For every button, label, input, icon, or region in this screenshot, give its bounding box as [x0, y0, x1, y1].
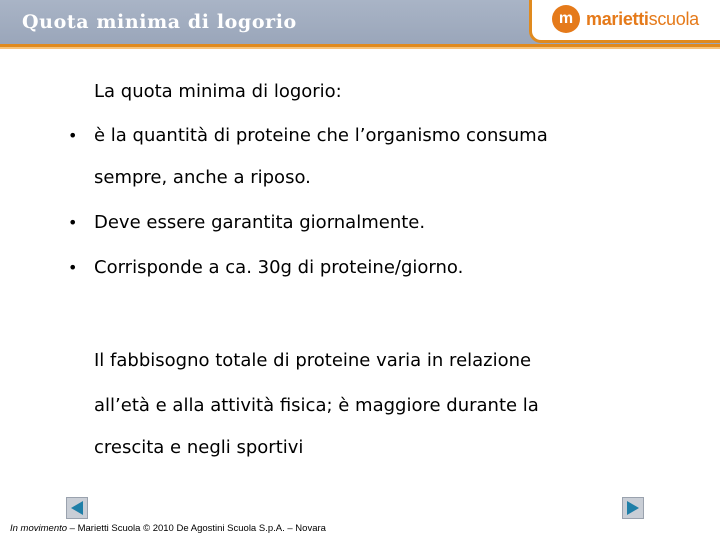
- publisher-name: [586, 9, 699, 30]
- next-slide-button[interactable]: [622, 497, 644, 519]
- footer-credits: [10, 523, 326, 534]
- bullet-3-line-1: Corrisponde a ca. 30g di proteine/giorno.: [94, 257, 464, 278]
- bullet-marker: •: [68, 258, 78, 277]
- triangle-left-icon: [69, 500, 85, 516]
- footer-copyright: – Marietti Scuola © 2010 De Agostini Scuola S.p.A. – Novara: [67, 523, 326, 534]
- bullet-1-line-1: è la quantità di proteine che l’organismo consuma: [94, 125, 548, 146]
- paragraph-line-1: Il fabbisogno totale di proteine varia in relazione: [94, 350, 532, 371]
- publisher-logo: [529, 0, 720, 43]
- marietti-logo-icon: m: [552, 5, 580, 33]
- bullet-marker: •: [68, 126, 78, 145]
- triangle-right-icon: [625, 500, 641, 516]
- bullet-marker: •: [68, 213, 78, 232]
- bullet-1-line-2: sempre, anche a riposo.: [94, 167, 311, 188]
- paragraph-line-3: crescita e negli sportivi: [94, 437, 304, 458]
- previous-slide-button[interactable]: [66, 497, 88, 519]
- bullet-2-line-1: Deve essere garantita giornalmente.: [94, 212, 426, 233]
- paragraph-line-2: all’età e alla attività fisica; è maggiore durante la: [94, 395, 539, 416]
- publisher-name-light: scuola: [648, 9, 699, 29]
- slide-title: Quota minima di logorio: [22, 11, 297, 33]
- intro-text: La quota minima di logorio:: [94, 81, 342, 102]
- publisher-name-bold: marietti: [586, 9, 649, 29]
- footer-book-title: In movimento: [10, 523, 68, 534]
